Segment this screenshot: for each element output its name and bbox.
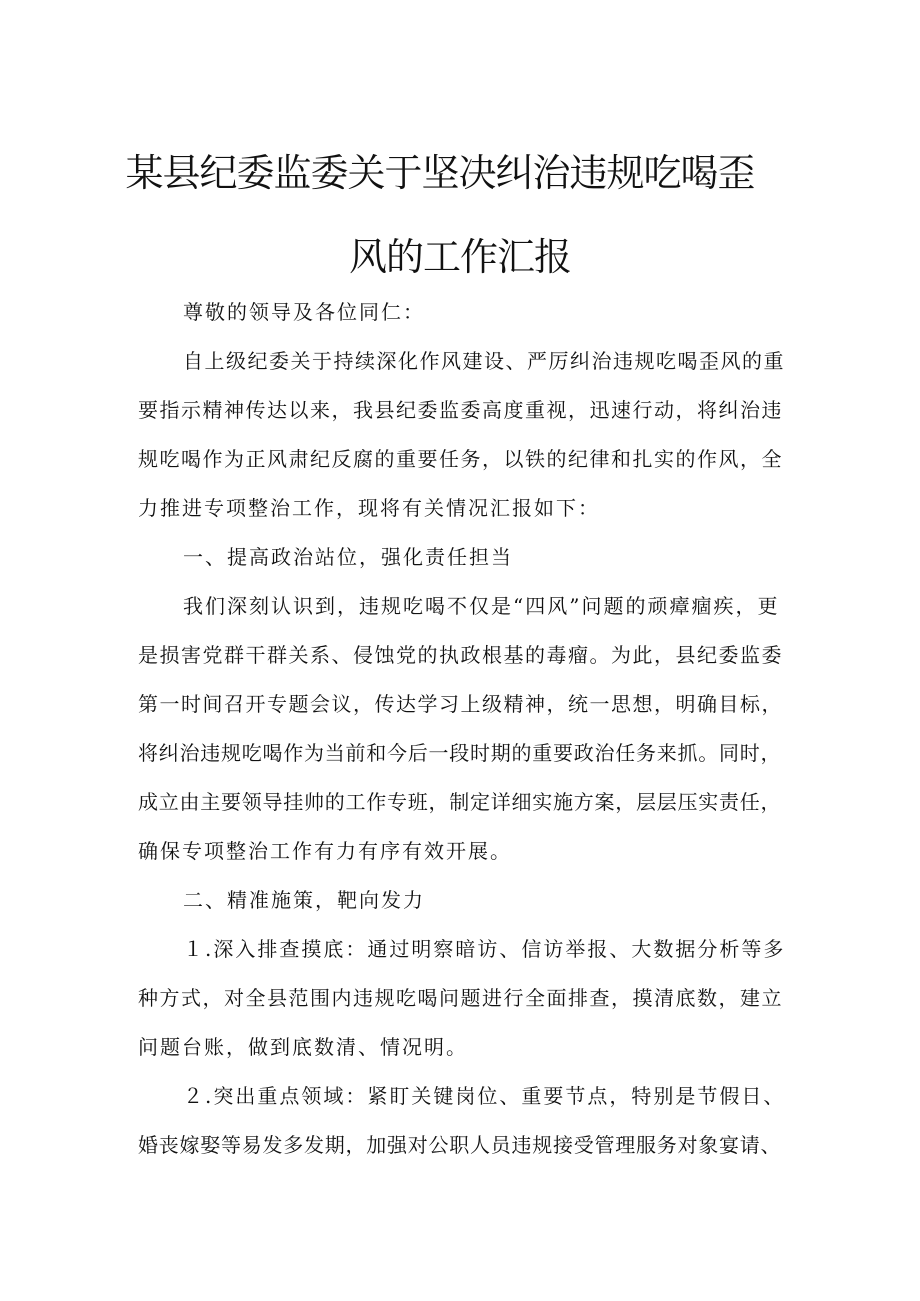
paragraph-line: 成立由主要领导挂帅的工作专班，制定详细实施方案，层层压实责任， bbox=[138, 790, 782, 814]
paragraph-line: 是损害党群干群关系、侵蚀党的执政根基的毒瘤。为此，县纪委监委 bbox=[138, 643, 783, 667]
paragraph-line: ２.突出重点领域：紧盯关键岗位、重要节点，特别是节假日、 bbox=[183, 1084, 786, 1108]
paragraph-line: 将纠治违规吃喝作为当前和今后一段时期的重要政治任务来抓。同时， bbox=[138, 741, 782, 765]
document-title-line-1: 某县纪委监委关于坚决纠治违规吃喝歪 bbox=[125, 151, 755, 195]
section-heading: 二、精准施策，靶向发力 bbox=[183, 888, 425, 912]
section-heading: 一、提高政治站位，强化责任担当 bbox=[183, 545, 513, 569]
paragraph-line: 第一时间召开专题会议，传达学习上级精神，统一思想，明确目标， bbox=[138, 692, 783, 716]
paragraph-line: 确保专项整治工作有力有序有效开展。 bbox=[138, 839, 512, 863]
document-title-line-2: 风的工作汇报 bbox=[348, 235, 571, 279]
paragraph-line: 种方式，对全县范围内违规吃喝问题进行全面排查，摸清底数，建立 bbox=[138, 986, 783, 1010]
paragraph-line: 自上级纪委关于持续深化作风建设、严厉纠治违规吃喝歪风的重 bbox=[183, 349, 785, 373]
paragraph-line: 问题台账，做到底数清、情况明。 bbox=[138, 1035, 468, 1059]
greeting: 尊敬的领导及各位同仁： bbox=[183, 300, 425, 324]
paragraph-line: 规吃喝作为正风肃纪反腐的重要任务，以铁的纪律和扎实的作风，全 bbox=[138, 447, 783, 471]
paragraph-line: 婚丧嫁娶等易发多发期，加强对公职人员违规接受管理服务对象宴请、 bbox=[138, 1133, 782, 1157]
paragraph-line: 我们深刻认识到，违规吃喝不仅是“四风”问题的顽瘴痼疾，更 bbox=[183, 594, 780, 618]
paragraph-line: 要指示精神传达以来，我县纪委监委高度重视，迅速行动，将纠治违 bbox=[138, 398, 783, 422]
paragraph-line: １.深入排查摸底：通过明察暗访、信访举报、大数据分析等多 bbox=[183, 937, 786, 961]
paragraph-line: 力推进专项整治工作，现将有关情况汇报如下： bbox=[138, 496, 600, 520]
